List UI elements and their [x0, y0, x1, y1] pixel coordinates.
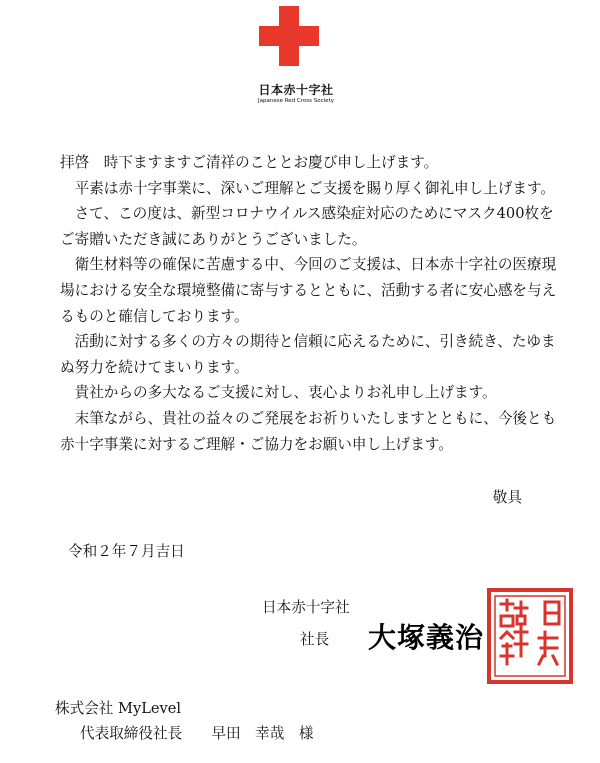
red-cross-logo [246, 6, 376, 106]
letter-paragraph: さて、この度は、新型コロナウイルス感染症対応のためにマスク400枚をご寄贈いただき誠にありがとうございました。 [60, 205, 554, 248]
red-cross-icon [259, 6, 319, 66]
sender-organization: 日本赤十字社 [262, 599, 350, 616]
letter-date: 令和２年７月吉日 [68, 543, 185, 560]
letter-paragraph: 末筆ながら、貴社の益々のご発展をお祈りいたしますとともに、今後とも赤十字事業に対するご理解・ご協力をお願い申し上げます。 [60, 409, 557, 453]
letter-body [60, 150, 560, 457]
logo-name-en: Japanese Red Cross Society [258, 98, 334, 104]
signature: 大塚義治 [368, 621, 485, 654]
closing-word: 敬具 [492, 489, 522, 506]
recipient-company: 株式会社 MyLevel [55, 700, 182, 717]
official-seal-icon [485, 586, 575, 686]
letter-paragraph: 衛生材料等の確保に苦慮する中、今回のご支援は、日本赤十字社の医療現場における安全な環境整備に寄与するとともに、活動する者に安心感を与えるものと確信しております。 [60, 256, 557, 325]
letter-paragraph: 貴社からの多大なるご支援に対し、衷心よりお礼申し上げます。 [74, 384, 497, 402]
letter-paragraph: 拝啓 時下ますますご清祥のこととお慶び申し上げます。 [60, 154, 439, 171]
recipient-person: 代表取締役社長 早田 幸哉 様 [80, 725, 314, 742]
logo-name-jp: 日本赤十字社 [258, 83, 334, 97]
letter-paragraph: 活動に対する多くの方々の期待と信頼に応えるために、引き続き、たゆまぬ努力を続けてまいります。 [60, 333, 556, 376]
sender-title: 社長 [300, 631, 330, 648]
letter-paragraph: 平素は赤十字事業に、深いご理解とご支援を賜り厚く御礼申し上げます。 [74, 179, 556, 197]
